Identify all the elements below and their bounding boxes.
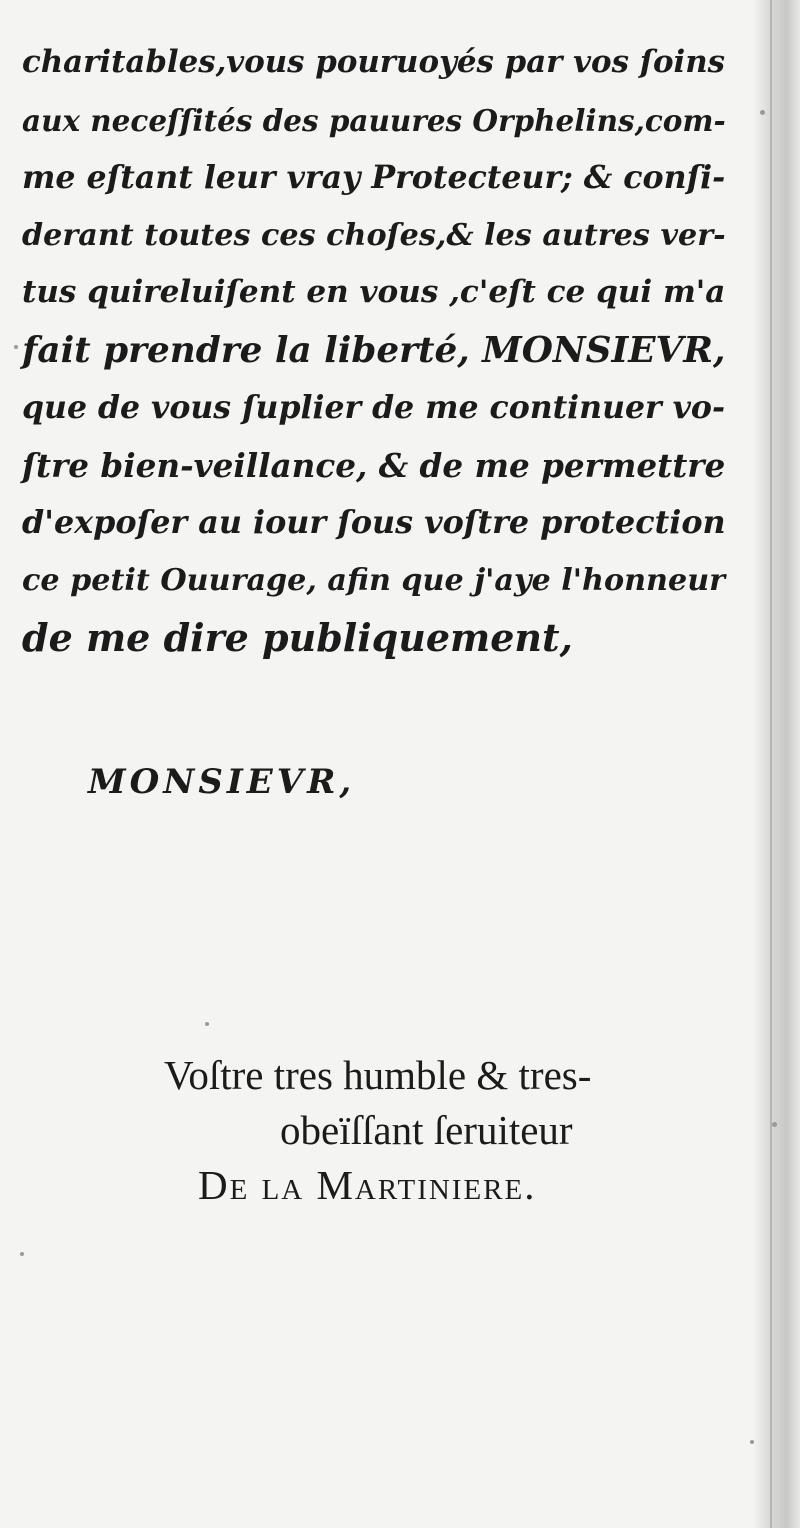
closing-line: obeïſſant ſeruiteur xyxy=(280,1107,573,1153)
text-line: de me dire publiquement, xyxy=(22,615,573,660)
text-line: aux neceſſités des pauures Orphelins,com- xyxy=(22,102,726,138)
ink-speck xyxy=(772,1122,777,1127)
page-edge-line xyxy=(770,0,772,1528)
dedication-body-text xyxy=(22,34,740,667)
ink-speck xyxy=(20,1252,24,1256)
text-line: me eſtant leur vray Protecteur; & conſi- xyxy=(22,159,726,196)
salutation: MONSIEVR, xyxy=(88,762,356,802)
text-line: ce petit Ouurage, afin que j'aye l'honneur xyxy=(22,562,726,598)
text-line: d'expoſer au iour ſous voſtre protection xyxy=(22,504,726,541)
closing-block xyxy=(164,1048,724,1213)
text-line: fait prendre la liberté, MONSIEVR, xyxy=(22,328,726,371)
ink-speck xyxy=(14,345,18,349)
text-line: charitables,vous pouruoyés par vos ſoins xyxy=(22,44,726,80)
text-line: que de vous ſuplier de me continuer vo- xyxy=(22,389,726,426)
ink-speck xyxy=(205,1022,209,1026)
page-gutter-shadow xyxy=(754,0,800,1528)
text-line: tus quireluiſent en vous ,c'eſt ce qui m'a xyxy=(22,274,726,310)
ink-speck xyxy=(750,1440,754,1444)
text-line: ſtre bien-veillance, & de me permettre xyxy=(22,445,726,485)
ink-speck xyxy=(760,110,765,115)
text-line: derant toutes ces choſes,& les autres ver- xyxy=(22,217,726,253)
closing-line: Voſtre tres humble & tres- xyxy=(164,1052,592,1098)
signature: De la Martiniere. xyxy=(198,1162,537,1208)
